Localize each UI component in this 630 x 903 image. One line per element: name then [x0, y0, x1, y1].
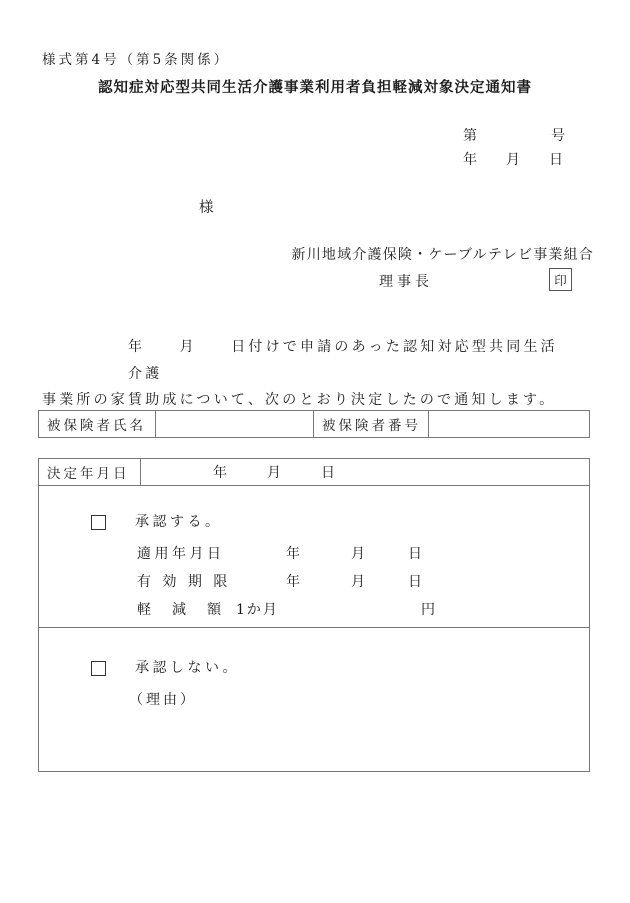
page-title: 認知症対応型共同生活介護事業利用者負担軽減対象決定通知書	[98, 79, 532, 96]
addressee-honorific: 様	[199, 200, 214, 216]
insured-table	[38, 410, 590, 438]
applied-date-month-label: 月	[351, 546, 365, 562]
valid-until-month-label: 月	[351, 574, 365, 590]
valid-until-year-label: 年	[286, 574, 300, 590]
reduction-amount-label: 軽 減 額	[137, 602, 225, 618]
insured-number-label: 被保険者番号	[314, 411, 429, 437]
insured-number-field[interactable]	[429, 411, 589, 437]
issuer-organization: 新川地域介護保険・ケーブルテレビ事業組合	[291, 247, 594, 263]
applied-date-year-label: 年	[286, 546, 300, 562]
reduction-unit-label: 円	[421, 602, 435, 618]
reason-label: （理由）	[129, 692, 197, 708]
valid-until-day-label: 日	[408, 574, 422, 590]
applied-date-day-label: 日	[408, 546, 422, 562]
issue-date-line	[463, 149, 563, 169]
reject-section	[39, 628, 589, 771]
body-paragraph	[42, 334, 568, 414]
decision-date-label: 決定年月日	[39, 459, 141, 485]
approve-label: 承認する。	[135, 514, 223, 530]
body-line-1: 年 月 日付けで申請のあった認知対応型共同生活介護	[128, 339, 558, 382]
insured-name-field[interactable]	[156, 411, 314, 437]
valid-until-label: 有 効 期 限	[137, 574, 231, 590]
reason-field[interactable]	[129, 713, 579, 763]
doc-number-suffix: 号	[551, 128, 565, 144]
body-line-2: 事業所の家賃助成について、次のとおり決定したので通知します。	[42, 392, 557, 408]
doc-number-prefix: 第	[463, 128, 477, 144]
approve-section	[39, 486, 589, 628]
issue-date-year-label: 年	[463, 152, 477, 168]
reject-label: 承認しない。	[135, 660, 240, 676]
decision-date-row	[39, 459, 589, 486]
seal-stamp: 印	[549, 268, 572, 291]
issuer-role: 理事長	[379, 274, 433, 290]
doc-number-line	[463, 125, 565, 145]
decision-date-field[interactable]: 年 月 日	[213, 465, 339, 481]
decision-table	[38, 458, 590, 772]
insured-name-label: 被保険者氏名	[39, 411, 156, 437]
issue-date-month-label: 月	[506, 152, 520, 168]
reject-checkbox[interactable]	[91, 661, 106, 676]
reduction-period-label: 1か月	[236, 602, 279, 618]
form-number: 様式第4号（第5条関係）	[42, 52, 231, 68]
applied-date-label: 適用年月日	[137, 546, 225, 562]
approve-checkbox[interactable]	[91, 515, 106, 530]
issue-date-day-label: 日	[549, 152, 563, 168]
